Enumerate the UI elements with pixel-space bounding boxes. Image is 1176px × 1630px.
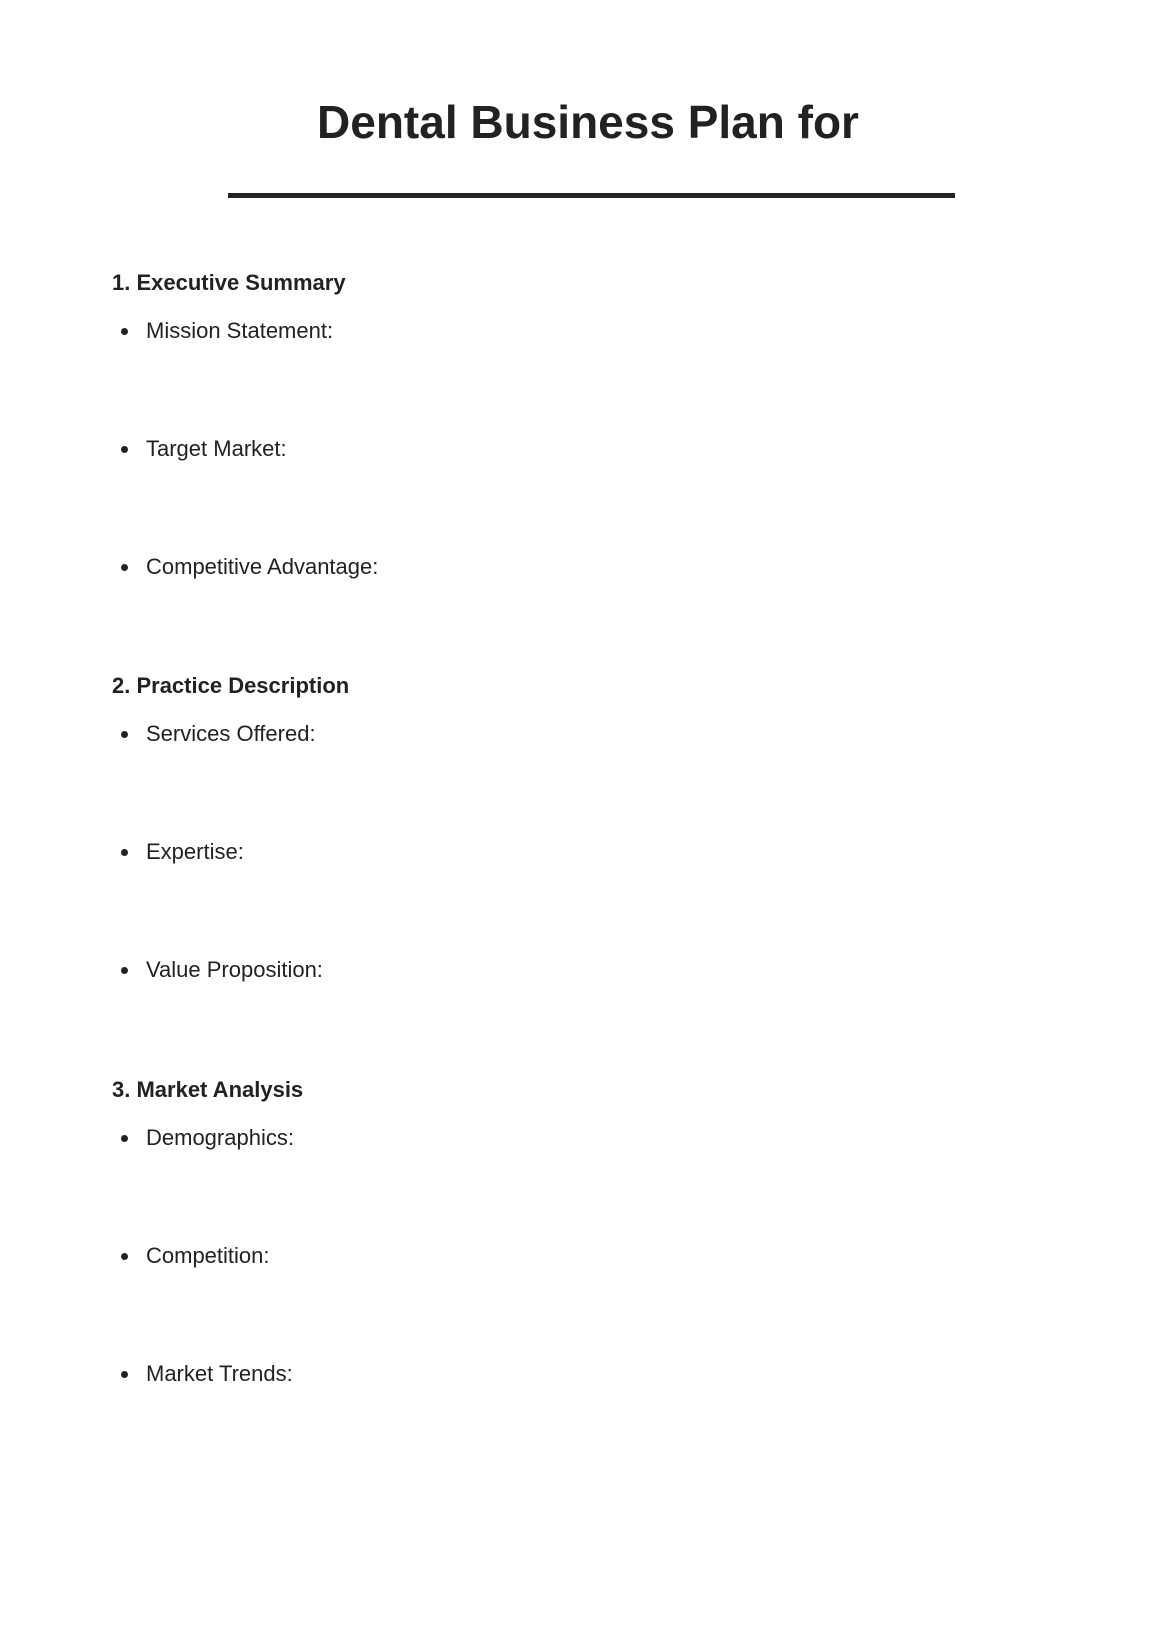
- title-blank-line: [228, 193, 955, 198]
- list-item-label: Target Market:: [146, 436, 287, 461]
- section-heading-market-analysis: 3. Market Analysis: [112, 1077, 304, 1102]
- list-item-target-market: [121, 434, 287, 464]
- bullet-icon: [121, 564, 128, 571]
- list-item-label: Value Proposition:: [146, 957, 323, 982]
- bullet-icon: [121, 328, 128, 335]
- bullet-icon: [121, 731, 128, 738]
- list-item-value-proposition: [121, 955, 323, 985]
- list-item-expertise: [121, 837, 244, 867]
- bullet-icon: [121, 1253, 128, 1260]
- bullet-icon: [121, 446, 128, 453]
- list-item-label: Competitive Advantage:: [146, 554, 379, 579]
- document-title: Dental Business Plan for: [317, 96, 859, 148]
- list-item-competition: [121, 1241, 270, 1271]
- section-heading-executive-summary: 1. Executive Summary: [112, 270, 346, 295]
- bullet-icon: [121, 1371, 128, 1378]
- list-item-mission-statement: [121, 316, 333, 346]
- list-item-market-trends: [121, 1359, 293, 1389]
- bullet-icon: [121, 967, 128, 974]
- section-heading-practice-description: 2. Practice Description: [112, 673, 350, 698]
- list-item-services-offered: [121, 719, 316, 749]
- bullet-icon: [121, 1135, 128, 1142]
- list-item-demographics: [121, 1123, 294, 1153]
- list-item-label: Mission Statement:: [146, 318, 334, 343]
- list-item-label: Competition:: [146, 1243, 270, 1268]
- list-item-label: Services Offered:: [146, 721, 316, 746]
- list-item-competitive-advantage: [121, 552, 378, 582]
- list-item-label: Expertise:: [146, 839, 244, 864]
- bullet-icon: [121, 849, 128, 856]
- list-item-label: Market Trends:: [146, 1361, 293, 1386]
- list-item-label: Demographics:: [146, 1125, 294, 1150]
